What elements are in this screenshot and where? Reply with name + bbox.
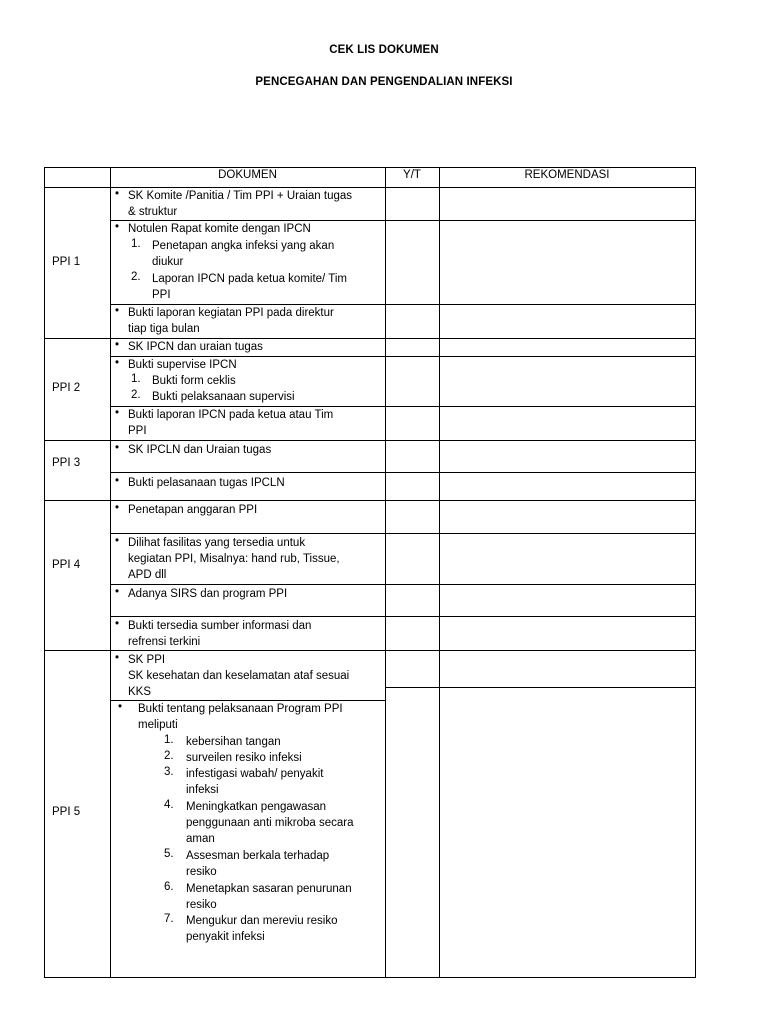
list-item: PPI (128, 425, 147, 437)
table-border-right (695, 167, 696, 978)
list-item: diukur (152, 256, 184, 268)
list-item: kebersihan tangan (186, 736, 281, 748)
group-label-ppi5: PPI 5 (52, 806, 81, 818)
list-number: 6. (164, 881, 174, 893)
list-number: 1. (131, 373, 141, 385)
row-divider (44, 167, 696, 168)
bullet: • (115, 357, 120, 369)
header-dokumen: DOKUMEN (218, 169, 277, 181)
list-item: Bukti laporan kegiatan PPI pada direktur (128, 307, 334, 319)
list-item: Mengukur dan mereviu resiko (186, 915, 338, 927)
group-label-ppi3: PPI 3 (52, 457, 81, 469)
list-item: penggunaan anti mikroba secara (186, 817, 354, 829)
table-border-left (44, 167, 45, 978)
list-item: Laporan IPCN pada ketua komite/ Tim (152, 273, 347, 285)
list-item: Bukti pelaksanaan supervisi (152, 391, 295, 403)
list-item: infeksi (186, 784, 219, 796)
list-number: 4. (164, 799, 174, 811)
list-item: surveilen resiko infeksi (186, 752, 302, 764)
bullet: • (115, 221, 120, 233)
row-divider (110, 472, 696, 473)
table-border-bottom (44, 977, 696, 978)
list-item: Bukti supervise IPCN (128, 359, 237, 371)
list-item: Notulen Rapat komite dengan IPCN (128, 223, 311, 235)
list-number: 3. (164, 766, 174, 778)
document-title: CEK LIS DOKUMEN (329, 44, 439, 56)
list-item: Bukti laporan IPCN pada ketua atau Tim (128, 409, 334, 421)
column-divider (385, 167, 386, 978)
group-label-ppi4: PPI 4 (52, 559, 81, 571)
column-divider (439, 167, 440, 978)
header-rekomendasi: REKOMENDASI (524, 169, 610, 181)
list-item: Penetapan angka infeksi yang akan (152, 240, 335, 252)
bullet: • (115, 652, 120, 664)
bullet: • (115, 188, 120, 200)
row-divider (110, 616, 696, 617)
list-item: Adanya SIRS dan program PPI (128, 588, 288, 600)
list-item: Meningkatkan pengawasan (186, 801, 327, 813)
list-number: 1. (131, 238, 141, 250)
bullet: • (115, 535, 120, 547)
header-yt: Y/T (403, 169, 421, 181)
list-number: 2. (131, 389, 141, 401)
list-item: tiap tiga bulan (128, 323, 200, 335)
list-item: infestigasi wabah/ penyakit (186, 768, 324, 780)
list-item: Bukti tersedia sumber informasi dan (128, 620, 312, 632)
column-divider (110, 167, 111, 978)
list-item: refrensi terkini (128, 636, 201, 648)
list-number: 2. (131, 271, 141, 283)
group-label-ppi1: PPI 1 (52, 256, 81, 268)
list-item: SK IPCN dan uraian tugas (128, 341, 263, 353)
list-item: APD dll (128, 569, 167, 581)
list-number: 5. (164, 848, 174, 860)
list-item: Menetapkan sasaran penurunan (186, 883, 352, 895)
list-item: aman (186, 833, 215, 845)
list-number: 7. (164, 913, 174, 925)
row-divider (44, 440, 696, 441)
list-item: resiko (186, 899, 217, 911)
bullet: • (115, 305, 120, 317)
bullet: • (115, 339, 120, 351)
list-item: SK PPI (128, 654, 166, 666)
bullet: • (115, 586, 120, 598)
list-item: meliputi (138, 719, 178, 731)
list-item: Assesman berkala terhadap (186, 850, 330, 862)
list-item: penyakit infeksi (186, 931, 265, 943)
bullet: • (115, 407, 120, 419)
list-number: 1. (164, 734, 174, 746)
bullet: • (115, 618, 120, 630)
list-item: PPI (152, 289, 171, 301)
list-item: resiko (186, 866, 217, 878)
list-item: Dilihat fasilitas yang tersedia untuk (128, 537, 306, 549)
list-item: KKS (128, 686, 152, 698)
bullet: • (115, 475, 120, 487)
document-subtitle: PENCEGAHAN DAN PENGENDALIAN INFEKSI (255, 76, 513, 88)
list-item: SK kesehatan dan keselamatan ataf sesuai (128, 670, 350, 682)
group-label-ppi2: PPI 2 (52, 382, 81, 394)
list-item: SK IPCLN dan Uraian tugas (128, 444, 272, 456)
row-divider (110, 584, 696, 585)
bullet: • (115, 502, 120, 514)
bullet: • (118, 701, 123, 713)
bullet: • (115, 442, 120, 454)
row-divider (44, 500, 696, 501)
list-item: Bukti tentang pelaksanaan Program PPI (138, 703, 343, 715)
row-divider (110, 533, 696, 534)
list-item: & struktur (128, 206, 178, 218)
row-divider (385, 687, 696, 688)
list-item: kegiatan PPI, Misalnya: hand rub, Tissue, (128, 553, 340, 565)
list-item: Bukti pelasanaan tugas IPCLN (128, 477, 285, 489)
list-item: Penetapan anggaran PPI (128, 504, 258, 516)
list-number: 2. (164, 750, 174, 762)
list-item: SK Komite /Panitia / Tim PPI + Uraian tugas (128, 190, 353, 202)
list-item: Bukti form ceklis (152, 375, 236, 387)
